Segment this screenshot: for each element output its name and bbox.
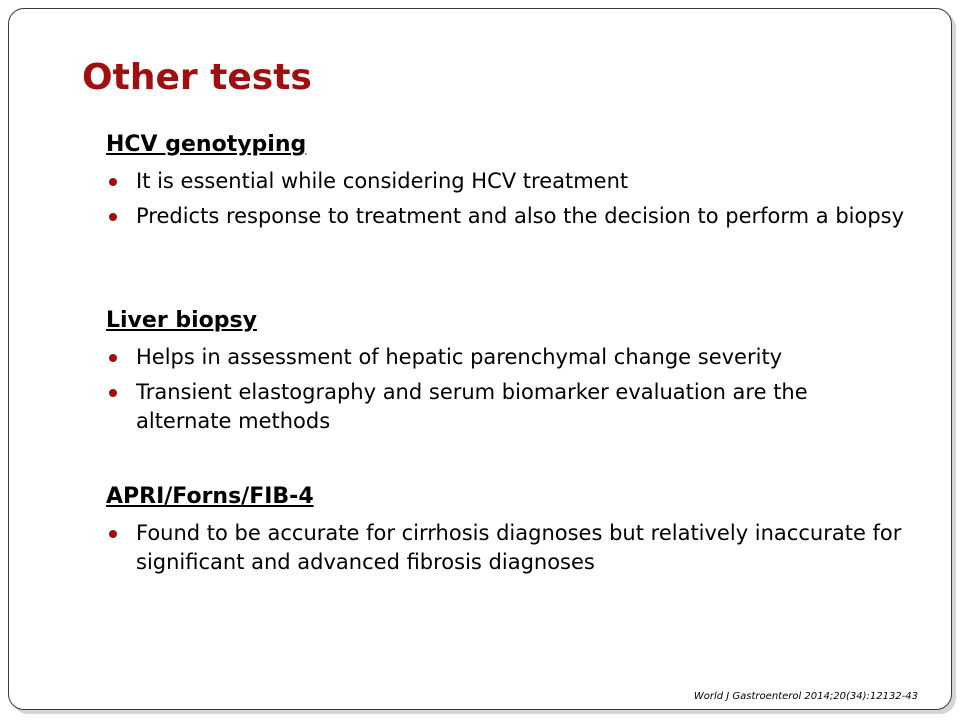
section-heading: Liver biopsy <box>106 308 257 333</box>
section-apri-forns-fib4 <box>106 482 906 577</box>
bullet-item <box>106 202 906 231</box>
bullet-item <box>106 378 906 436</box>
slide-title: Other tests <box>82 57 312 98</box>
bullet-dot-icon <box>109 354 117 362</box>
section-heading: APRI/Forns/FIB-4 <box>106 484 314 509</box>
bullet-item <box>106 343 906 372</box>
bullet-dot-icon <box>109 178 117 186</box>
bullet-item <box>106 167 906 196</box>
bullet-dot-icon <box>109 389 117 397</box>
bullet-text: Found to be accurate for cirrhosis diagnoses but relatively inaccurate for significant and advanced fibrosis diagnoses <box>136 521 902 574</box>
section-liver-biopsy <box>106 306 906 436</box>
section-hcv-genotyping <box>106 130 906 231</box>
citation: World J Gastroenterol 2014;20(34):12132-43 <box>693 691 918 702</box>
section-heading: HCV genotyping <box>106 132 307 157</box>
bullet-text: Helps in assessment of hepatic parenchymal change severity <box>136 345 783 369</box>
bullet-item <box>106 519 906 577</box>
bullet-text: Transient elastography and serum biomarker evaluation are the alternate methods <box>136 380 808 433</box>
bullet-text: Predicts response to treatment and also the decision to perform a biopsy <box>136 204 905 228</box>
bullet-text: It is essential while considering HCV treatment <box>136 169 629 193</box>
bullet-dot-icon <box>109 213 117 221</box>
bullet-dot-icon <box>109 530 117 538</box>
